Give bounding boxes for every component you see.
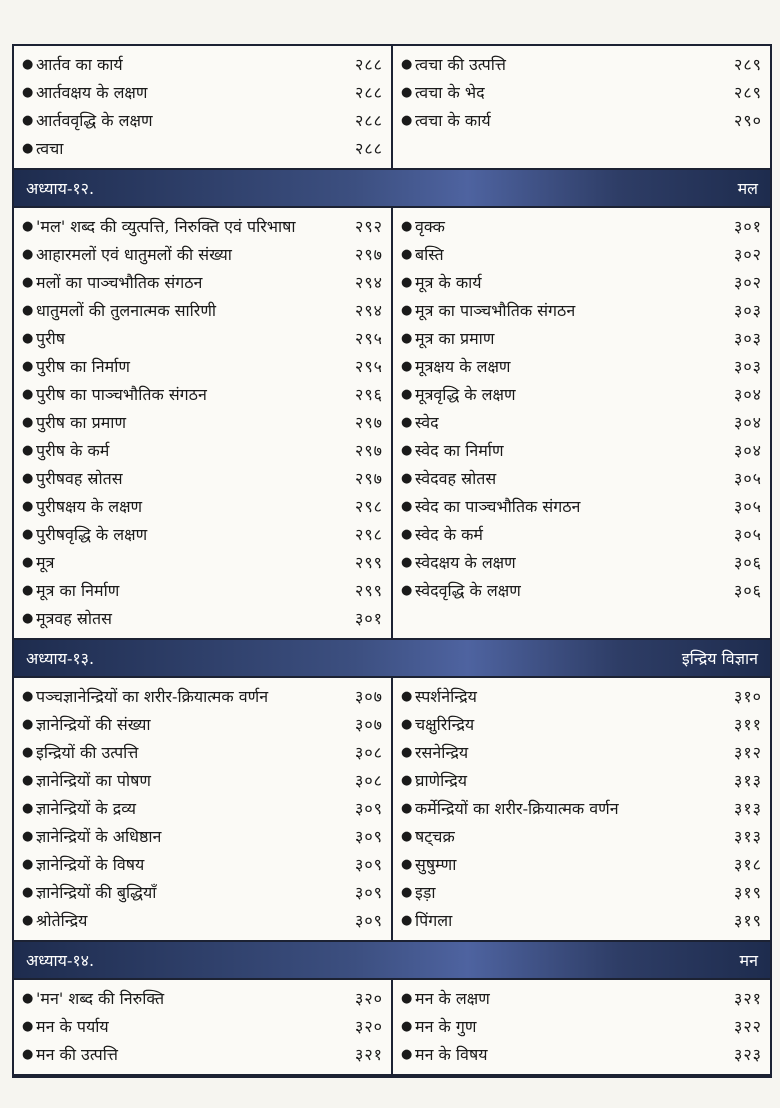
entry-page-number: ३०४ — [734, 441, 762, 460]
bullet-icon: ● — [22, 218, 34, 234]
bullet-icon: ● — [22, 554, 34, 570]
entry-page-number: ३०७ — [355, 715, 383, 734]
bullet-icon: ● — [401, 470, 413, 486]
entry-page-number: ३०५ — [734, 469, 762, 488]
left-column — [14, 208, 393, 638]
entry-label: चक्षुरिन्द्रिय — [415, 715, 475, 734]
bullet-icon: ● — [22, 582, 34, 598]
bullet-icon: ● — [22, 990, 34, 1006]
entry-page-number: ३०२ — [734, 245, 762, 264]
bullet-icon: ● — [22, 526, 34, 542]
entry-label: मूत्रवृद्धि के लक्षण — [415, 385, 516, 404]
bullet-icon: ● — [401, 330, 413, 346]
toc-entry[interactable] — [393, 850, 770, 878]
entry-page-number: २९२ — [355, 217, 383, 236]
toc-entry[interactable] — [393, 984, 770, 1012]
toc-entry[interactable] — [14, 296, 391, 324]
toc-entry[interactable] — [14, 822, 391, 850]
toc-entry[interactable] — [393, 682, 770, 710]
entry-page-number: ३११ — [734, 715, 762, 734]
bullet-icon: ● — [401, 84, 413, 100]
entry-label: मूत्र का निर्माण — [36, 581, 120, 600]
entry-page-number: ३१२ — [734, 743, 762, 762]
bullet-icon: ● — [22, 302, 34, 318]
entry-label: स्वेद — [415, 413, 439, 432]
toc-entry[interactable] — [14, 212, 391, 240]
right-column — [393, 678, 770, 940]
toc-entry[interactable] — [393, 822, 770, 850]
entry-page-number: २९० — [734, 111, 762, 130]
entry-page-number: २९८ — [355, 525, 383, 544]
toc-entry[interactable] — [14, 766, 391, 794]
entry-page-number: ३०५ — [734, 525, 762, 544]
toc-entry[interactable] — [393, 906, 770, 934]
bullet-icon: ● — [22, 84, 34, 100]
entry-page-number: २९९ — [355, 581, 383, 600]
bullet-icon: ● — [401, 856, 413, 872]
entry-label: षट्चक्र — [415, 827, 455, 846]
entry-label: मन के विषय — [415, 1045, 488, 1064]
entry-page-number: ३०९ — [355, 883, 383, 902]
entry-page-number: २८९ — [734, 55, 762, 74]
entry-label: मूत्रवह स्रोतस — [36, 609, 112, 628]
bullet-icon: ● — [401, 414, 413, 430]
bullet-icon: ● — [22, 470, 34, 486]
entry-page-number: ३१९ — [734, 883, 762, 902]
toc-entry[interactable] — [14, 682, 391, 710]
entry-label: सुषुम्णा — [415, 855, 457, 874]
right-column — [393, 46, 770, 168]
entry-page-number: ३०१ — [734, 217, 762, 236]
bullet-icon: ● — [401, 56, 413, 72]
toc-entry[interactable] — [14, 106, 391, 134]
toc-entry[interactable] — [14, 408, 391, 436]
toc-entry[interactable] — [393, 106, 770, 134]
entry-label: पुरीष का पाञ्चभौतिक संगठन — [36, 385, 207, 404]
left-column — [14, 678, 393, 940]
toc-entry[interactable] — [14, 794, 391, 822]
toc-entry[interactable] — [14, 134, 391, 162]
bullet-icon: ● — [22, 744, 34, 760]
entry-label: आर्तव का कार्य — [36, 55, 123, 74]
entry-page-number: २९९ — [355, 553, 383, 572]
entry-label: कर्मेन्द्रियों का शरीर-क्रियात्मक वर्णन — [415, 799, 619, 818]
bullet-icon: ● — [22, 912, 34, 928]
section-body — [14, 980, 770, 1076]
bullet-icon: ● — [22, 56, 34, 72]
entry-label: मन की उत्पत्ति — [36, 1045, 118, 1064]
entry-page-number: ३२१ — [355, 1045, 383, 1064]
entry-page-number: २८८ — [355, 83, 383, 102]
entry-label: पिंगला — [415, 911, 453, 930]
chapter-header — [14, 170, 770, 208]
entry-label: आर्तववृद्धि के लक्षण — [36, 111, 153, 130]
toc-entry[interactable] — [14, 464, 391, 492]
entry-page-number: ३०८ — [355, 743, 383, 762]
toc-entry[interactable] — [393, 380, 770, 408]
toc-entry[interactable] — [14, 850, 391, 878]
entry-label: पुरीषक्षय के लक्षण — [36, 497, 143, 516]
entry-page-number: २९७ — [355, 245, 383, 264]
entry-label: स्वेदवृद्धि के लक्षण — [415, 581, 521, 600]
entry-label: स्वेदक्षय के लक्षण — [415, 553, 516, 572]
bullet-icon: ● — [22, 610, 34, 626]
toc-entry[interactable] — [14, 352, 391, 380]
bullet-icon: ● — [401, 112, 413, 128]
bullet-icon: ● — [22, 246, 34, 262]
toc-entry[interactable] — [393, 492, 770, 520]
toc-entry[interactable] — [393, 576, 770, 604]
chapter-title: मल — [737, 179, 758, 198]
toc-entry[interactable] — [14, 984, 391, 1012]
entry-label: इड़ा — [415, 883, 436, 902]
entry-page-number: ३२० — [355, 1017, 383, 1036]
entry-label: त्वचा — [36, 139, 64, 158]
bullet-icon: ● — [401, 990, 413, 1006]
toc-entry[interactable] — [393, 710, 770, 738]
toc-entry[interactable] — [14, 710, 391, 738]
entry-page-number: २८८ — [355, 55, 383, 74]
toc-entry[interactable] — [393, 324, 770, 352]
bullet-icon: ● — [401, 688, 413, 704]
toc-entry[interactable] — [14, 520, 391, 548]
entry-label: स्वेद के कर्म — [415, 525, 483, 544]
entry-page-number: ३०१ — [355, 609, 383, 628]
entry-page-number: ३०९ — [355, 799, 383, 818]
toc-entry[interactable] — [14, 738, 391, 766]
entry-page-number: २९४ — [355, 273, 383, 292]
toc-entry[interactable] — [393, 268, 770, 296]
bullet-icon: ● — [401, 498, 413, 514]
entry-label: 'मल' शब्द की व्युत्पत्ति, निरुक्ति एवं परिभाषा — [36, 217, 296, 236]
section-body — [14, 678, 770, 942]
bullet-icon: ● — [401, 526, 413, 542]
entry-label: त्वचा के भेद — [415, 83, 485, 102]
entry-label: श्रोतेन्द्रिय — [36, 911, 88, 930]
right-column — [393, 208, 770, 638]
entry-page-number: ३०३ — [734, 301, 762, 320]
bullet-icon: ● — [22, 330, 34, 346]
entry-label: ज्ञानेन्द्रियों के द्रव्य — [36, 799, 136, 818]
bullet-icon: ● — [22, 800, 34, 816]
entry-label: ज्ञानेन्द्रियों का पोषण — [36, 771, 151, 790]
bullet-icon: ● — [22, 716, 34, 732]
entry-label: आहारमलों एवं धातुमलों की संख्या — [36, 245, 232, 264]
entry-label: बस्ति — [415, 245, 444, 264]
entry-page-number: २९७ — [355, 413, 383, 432]
left-column — [14, 980, 393, 1074]
entry-page-number: ३१३ — [734, 799, 762, 818]
toc-entry[interactable] — [393, 212, 770, 240]
toc-entry[interactable] — [14, 878, 391, 906]
bullet-icon: ● — [401, 274, 413, 290]
toc-entry[interactable] — [393, 240, 770, 268]
entry-label: पुरीष का निर्माण — [36, 357, 130, 376]
chapter-number: अध्याय-१३. — [26, 649, 95, 668]
bullet-icon: ● — [401, 554, 413, 570]
bullet-icon: ● — [401, 1018, 413, 1034]
toc-entry[interactable] — [393, 50, 770, 78]
bullet-icon: ● — [401, 582, 413, 598]
entry-page-number: ३१८ — [734, 855, 762, 874]
bullet-icon: ● — [401, 772, 413, 788]
entry-label: मन के गुण — [415, 1017, 477, 1036]
entry-page-number: २९८ — [355, 497, 383, 516]
bullet-icon: ● — [401, 744, 413, 760]
left-column — [14, 46, 393, 168]
entry-label: मूत्र के कार्य — [415, 273, 482, 292]
entry-label: ज्ञानेन्द्रियों की संख्या — [36, 715, 151, 734]
bullet-icon: ● — [401, 828, 413, 844]
entry-page-number: ३०४ — [734, 413, 762, 432]
toc-entry[interactable] — [393, 878, 770, 906]
entry-label: वृक्क — [415, 217, 445, 236]
entry-page-number: ३०७ — [355, 687, 383, 706]
chapter-number: अध्याय-१२. — [26, 179, 95, 198]
entry-page-number: ३०९ — [355, 911, 383, 930]
bullet-icon: ● — [22, 498, 34, 514]
toc-entry[interactable] — [393, 738, 770, 766]
bullet-icon: ● — [22, 856, 34, 872]
bullet-icon: ● — [22, 772, 34, 788]
bullet-icon: ● — [401, 358, 413, 374]
entry-page-number: ३२० — [355, 989, 383, 1008]
toc-entry[interactable] — [14, 50, 391, 78]
entry-label: मलों का पाञ्चभौतिक संगठन — [36, 273, 203, 292]
bullet-icon: ● — [22, 112, 34, 128]
toc-entry[interactable] — [393, 408, 770, 436]
bullet-icon: ● — [401, 218, 413, 234]
entry-label: पुरीष का प्रमाण — [36, 413, 127, 432]
toc-entry[interactable] — [14, 78, 391, 106]
entry-label: स्वेदवह स्रोतस — [415, 469, 497, 488]
toc-entry[interactable] — [393, 520, 770, 548]
bullet-icon: ● — [401, 386, 413, 402]
toc-entry[interactable] — [14, 380, 391, 408]
bullet-icon: ● — [401, 716, 413, 732]
bullet-icon: ● — [401, 800, 413, 816]
entry-page-number: २९६ — [355, 385, 383, 404]
entry-page-number: ३०४ — [734, 385, 762, 404]
bullet-icon: ● — [22, 140, 34, 156]
bullet-icon: ● — [22, 1046, 34, 1062]
toc-entry[interactable] — [14, 268, 391, 296]
entry-label: मन के लक्षण — [415, 989, 490, 1008]
bullet-icon: ● — [22, 442, 34, 458]
bullet-icon: ● — [22, 414, 34, 430]
toc-entry[interactable] — [393, 766, 770, 794]
bullet-icon: ● — [22, 828, 34, 844]
table-of-contents — [12, 44, 772, 1078]
entry-label: ज्ञानेन्द्रियों की बुद्धियाँ — [36, 883, 157, 902]
entry-label: पञ्चज्ञानेन्द्रियों का शरीर-क्रियात्मक वर्णन — [36, 687, 269, 706]
toc-entry[interactable] — [393, 1012, 770, 1040]
bullet-icon: ● — [22, 274, 34, 290]
entry-page-number: ३१३ — [734, 771, 762, 790]
bullet-icon: ● — [401, 442, 413, 458]
entry-page-number: २९४ — [355, 301, 383, 320]
chapter-number: अध्याय-१४. — [26, 951, 95, 970]
entry-label: रसनेन्द्रिय — [415, 743, 469, 762]
chapter-header — [14, 942, 770, 980]
entry-page-number: ३२३ — [734, 1045, 762, 1064]
bullet-icon: ● — [401, 912, 413, 928]
bullet-icon: ● — [401, 884, 413, 900]
entry-label: स्वेद का पाञ्चभौतिक संगठन — [415, 497, 581, 516]
entry-page-number: ३०३ — [734, 329, 762, 348]
toc-entry[interactable] — [14, 604, 391, 632]
entry-page-number: २९७ — [355, 441, 383, 460]
entry-label: आर्तवक्षय के लक्षण — [36, 83, 148, 102]
bullet-icon: ● — [401, 302, 413, 318]
entry-label: ज्ञानेन्द्रियों के विषय — [36, 855, 145, 874]
entry-page-number: २९५ — [355, 329, 383, 348]
entry-page-number: ३२१ — [734, 989, 762, 1008]
entry-page-number: ३०६ — [734, 553, 762, 572]
bullet-icon: ● — [22, 358, 34, 374]
right-column — [393, 980, 770, 1074]
chapter-header — [14, 640, 770, 678]
entry-page-number: ३०८ — [355, 771, 383, 790]
entry-page-number: ३२२ — [734, 1017, 762, 1036]
entry-label: मन के पर्याय — [36, 1017, 109, 1036]
toc-entry[interactable] — [393, 436, 770, 464]
entry-label: ज्ञानेन्द्रियों के अधिष्ठान — [36, 827, 162, 846]
entry-label: धातुमलों की तुलनात्मक सारिणी — [36, 301, 217, 320]
entry-page-number: २९७ — [355, 469, 383, 488]
entry-page-number: ३०९ — [355, 827, 383, 846]
entry-page-number: ३०६ — [734, 581, 762, 600]
entry-page-number: २८८ — [355, 139, 383, 158]
toc-entry[interactable] — [393, 78, 770, 106]
chapter-title: इन्द्रिय विज्ञान — [681, 649, 758, 668]
entry-page-number: २८९ — [734, 83, 762, 102]
entry-label: घ्राणेन्द्रिय — [415, 771, 468, 790]
bullet-icon: ● — [22, 688, 34, 704]
chapter-title: मन — [739, 951, 758, 970]
bullet-icon: ● — [401, 1046, 413, 1062]
bullet-icon: ● — [22, 386, 34, 402]
toc-entry[interactable] — [393, 1040, 770, 1068]
entry-page-number: २८८ — [355, 111, 383, 130]
entry-label: 'मन' शब्द की निरुक्ति — [36, 989, 165, 1008]
entry-page-number: २९५ — [355, 357, 383, 376]
entry-page-number: ३१० — [734, 687, 762, 706]
entry-label: त्वचा के कार्य — [415, 111, 491, 130]
entry-label: पुरीष — [36, 329, 66, 348]
toc-entry[interactable] — [14, 492, 391, 520]
entry-label: पुरीषवह स्रोतस — [36, 469, 123, 488]
entry-page-number: ३१३ — [734, 827, 762, 846]
entry-label: इन्द्रियों की उत्पत्ति — [36, 743, 139, 762]
toc-entry[interactable] — [14, 548, 391, 576]
toc-entry[interactable] — [393, 296, 770, 324]
toc-entry[interactable] — [14, 576, 391, 604]
toc-entry[interactable] — [393, 464, 770, 492]
toc-entry[interactable] — [393, 352, 770, 380]
toc-entry[interactable] — [14, 240, 391, 268]
entry-page-number: ३०२ — [734, 273, 762, 292]
entry-label: पुरीष के कर्म — [36, 441, 110, 460]
toc-entry[interactable] — [14, 906, 391, 934]
entry-label: मूत्र — [36, 553, 55, 572]
entry-label: पुरीषवृद्धि के लक्षण — [36, 525, 148, 544]
toc-entry[interactable] — [14, 324, 391, 352]
section-body — [14, 208, 770, 640]
entry-page-number: ३०९ — [355, 855, 383, 874]
entry-label: मूत्र का प्रमाण — [415, 329, 495, 348]
toc-entry[interactable] — [393, 548, 770, 576]
entry-page-number: ३१९ — [734, 911, 762, 930]
entry-page-number: ३०५ — [734, 497, 762, 516]
bullet-icon: ● — [22, 884, 34, 900]
entry-label: मूत्रक्षय के लक्षण — [415, 357, 511, 376]
toc-entry[interactable] — [393, 794, 770, 822]
entry-label: स्पर्शनेन्द्रिय — [415, 687, 477, 706]
toc-entry[interactable] — [14, 436, 391, 464]
bullet-icon: ● — [22, 1018, 34, 1034]
toc-entry[interactable] — [14, 1012, 391, 1040]
entry-label: त्वचा की उत्पत्ति — [415, 55, 506, 74]
bullet-icon: ● — [401, 246, 413, 262]
entry-label: मूत्र का पाञ्चभौतिक संगठन — [415, 301, 576, 320]
section-body — [14, 46, 770, 170]
entry-page-number: ३०३ — [734, 357, 762, 376]
entry-label: स्वेद का निर्माण — [415, 441, 504, 460]
toc-entry[interactable] — [14, 1040, 391, 1068]
